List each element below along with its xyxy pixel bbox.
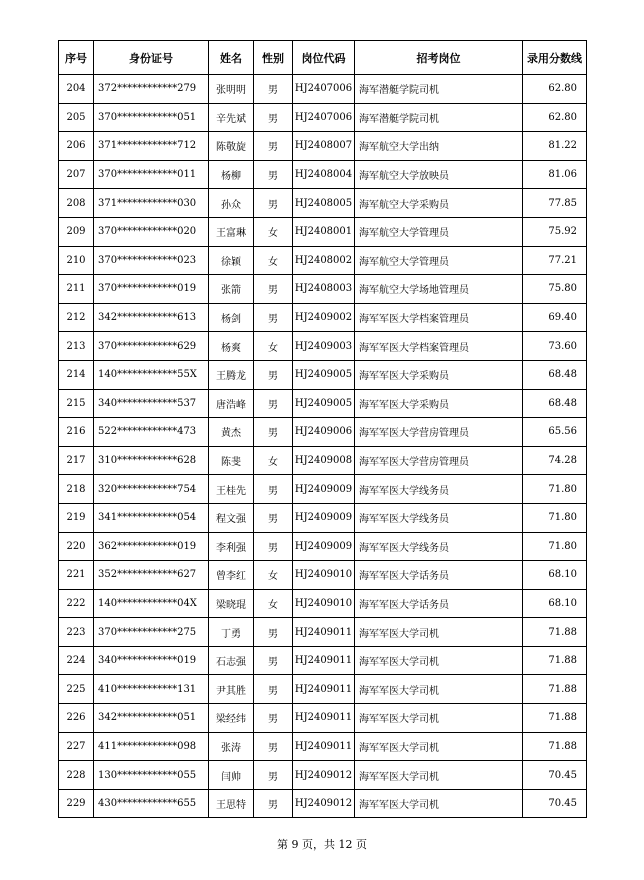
gender-cell: 男: [254, 789, 293, 818]
table-body: [59, 75, 587, 818]
post-code-cell: HJ2409010: [293, 589, 355, 618]
gender-cell: 男: [254, 189, 293, 218]
name-cell: 梁晓琨: [209, 589, 254, 618]
serial-cell: 204: [59, 75, 94, 104]
id-number-cell: 371************712: [94, 132, 209, 161]
table-header-row: [59, 41, 587, 75]
score-cell: 68.10: [523, 589, 587, 618]
post-code-cell: HJ2409005: [293, 389, 355, 418]
name-cell: 杨爽: [209, 332, 254, 361]
post-code-cell: HJ2408004: [293, 160, 355, 189]
post-cell: 海军军医大学司机: [355, 646, 523, 675]
score-cell: 70.45: [523, 789, 587, 818]
serial-cell: 218: [59, 475, 94, 504]
name-cell: 杨柳: [209, 160, 254, 189]
id-number-cell: 130************055: [94, 761, 209, 790]
name-cell: 张箭: [209, 275, 254, 304]
id-number-cell: 342************051: [94, 704, 209, 733]
gender-cell: 女: [254, 589, 293, 618]
post-code-cell: HJ2409008: [293, 446, 355, 475]
post-code-cell: HJ2409005: [293, 360, 355, 389]
serial-cell: 206: [59, 132, 94, 161]
post-code-cell: HJ2408005: [293, 189, 355, 218]
score-cell: 65.56: [523, 418, 587, 447]
id-number-cell: 410************131: [94, 675, 209, 704]
score-cell: 71.88: [523, 675, 587, 704]
table-row: [59, 103, 587, 132]
score-cell: 77.85: [523, 189, 587, 218]
serial-cell: 213: [59, 332, 94, 361]
score-cell: 73.60: [523, 332, 587, 361]
id-number-cell: 320************754: [94, 475, 209, 504]
post-cell: 海军军医大学司机: [355, 704, 523, 733]
name-cell: 陈敬旋: [209, 132, 254, 161]
table-row: [59, 761, 587, 790]
post-cell: 海军军医大学档案管理员: [355, 332, 523, 361]
serial-cell: 210: [59, 246, 94, 275]
score-cell: 71.80: [523, 475, 587, 504]
name-cell: 杨剑: [209, 303, 254, 332]
score-cell: 62.80: [523, 75, 587, 104]
post-cell: 海军军医大学话务员: [355, 589, 523, 618]
post-code-cell: HJ2407006: [293, 75, 355, 104]
post-cell: 海军航空大学采购员: [355, 189, 523, 218]
serial-cell: 212: [59, 303, 94, 332]
post-code-cell: HJ2409009: [293, 475, 355, 504]
serial-cell: 205: [59, 103, 94, 132]
score-cell: 71.88: [523, 618, 587, 647]
post-cell: 海军航空大学出纳: [355, 132, 523, 161]
gender-cell: 男: [254, 103, 293, 132]
name-cell: 王桂先: [209, 475, 254, 504]
gender-cell: 女: [254, 217, 293, 246]
table-row: [59, 75, 587, 104]
serial-cell: 217: [59, 446, 94, 475]
name-cell: 梁经纬: [209, 704, 254, 733]
name-cell: 辛先斌: [209, 103, 254, 132]
post-code-cell: HJ2407006: [293, 103, 355, 132]
score-cell: 71.88: [523, 646, 587, 675]
serial-cell: 219: [59, 503, 94, 532]
gender-cell: 男: [254, 303, 293, 332]
gender-cell: 女: [254, 332, 293, 361]
score-cell: 71.80: [523, 503, 587, 532]
table-row: [59, 332, 587, 361]
table-row: [59, 561, 587, 590]
table-row: [59, 418, 587, 447]
name-cell: 王腾龙: [209, 360, 254, 389]
serial-cell: 227: [59, 732, 94, 761]
serial-cell: 209: [59, 217, 94, 246]
score-cell: 71.88: [523, 732, 587, 761]
name-cell: 徐颖: [209, 246, 254, 275]
gender-cell: 男: [254, 389, 293, 418]
post-cell: 海军军医大学线务员: [355, 475, 523, 504]
post-code-cell: HJ2409012: [293, 761, 355, 790]
name-cell: 孙众: [209, 189, 254, 218]
post-cell: 海军军医大学司机: [355, 789, 523, 818]
id-number-cell: 362************019: [94, 532, 209, 561]
score-cell: 75.80: [523, 275, 587, 304]
score-cell: 68.10: [523, 561, 587, 590]
id-number-cell: 370************629: [94, 332, 209, 361]
gender-cell: 男: [254, 75, 293, 104]
name-cell: 丁勇: [209, 618, 254, 647]
id-number-cell: 310************628: [94, 446, 209, 475]
name-cell: 陈斐: [209, 446, 254, 475]
score-cell: 62.80: [523, 103, 587, 132]
serial-cell: 215: [59, 389, 94, 418]
id-number-cell: 340************537: [94, 389, 209, 418]
post-cell: 海军航空大学管理员: [355, 246, 523, 275]
score-cell: 70.45: [523, 761, 587, 790]
serial-cell: 228: [59, 761, 94, 790]
table-row: [59, 360, 587, 389]
name-cell: 王思特: [209, 789, 254, 818]
table-row: [59, 675, 587, 704]
post-cell: 海军军医大学营房管理员: [355, 418, 523, 447]
name-cell: 曾李红: [209, 561, 254, 590]
id-number-cell: 370************023: [94, 246, 209, 275]
score-cell: 77.21: [523, 246, 587, 275]
name-cell: 张明明: [209, 75, 254, 104]
table-row: [59, 132, 587, 161]
post-cell: 海军航空大学场地管理员: [355, 275, 523, 304]
id-number-cell: 340************019: [94, 646, 209, 675]
gender-cell: 男: [254, 646, 293, 675]
post-code-cell: HJ2409010: [293, 561, 355, 590]
table-row: [59, 446, 587, 475]
table-row: [59, 646, 587, 675]
name-cell: 王富琳: [209, 217, 254, 246]
post-code-cell: HJ2408001: [293, 217, 355, 246]
serial-cell: 225: [59, 675, 94, 704]
gender-cell: 男: [254, 732, 293, 761]
post-code-cell: HJ2409011: [293, 732, 355, 761]
post-cell: 海军潜艇学院司机: [355, 75, 523, 104]
name-cell: 张涛: [209, 732, 254, 761]
post-cell: 海军军医大学司机: [355, 732, 523, 761]
post-code-cell: HJ2409011: [293, 675, 355, 704]
name-cell: 闫帅: [209, 761, 254, 790]
score-cell: 69.40: [523, 303, 587, 332]
table-row: [59, 789, 587, 818]
page-number: 第 9 页，共 12 页: [277, 838, 367, 851]
serial-cell: 222: [59, 589, 94, 618]
header-post: 招考岗位: [355, 41, 523, 75]
id-number-cell: 522************473: [94, 418, 209, 447]
post-code-cell: HJ2409009: [293, 532, 355, 561]
results-sheet: [58, 40, 586, 818]
table-row: [59, 732, 587, 761]
post-code-cell: HJ2409011: [293, 704, 355, 733]
post-code-cell: HJ2408002: [293, 246, 355, 275]
score-cell: 71.88: [523, 704, 587, 733]
id-number-cell: 370************051: [94, 103, 209, 132]
name-cell: 黄杰: [209, 418, 254, 447]
serial-cell: 220: [59, 532, 94, 561]
post-cell: 海军潜艇学院司机: [355, 103, 523, 132]
post-code-cell: HJ2409011: [293, 618, 355, 647]
table-row: [59, 217, 587, 246]
post-code-cell: HJ2408007: [293, 132, 355, 161]
post-code-cell: HJ2409003: [293, 332, 355, 361]
serial-cell: 214: [59, 360, 94, 389]
table-row: [59, 275, 587, 304]
gender-cell: 女: [254, 446, 293, 475]
table-row: [59, 704, 587, 733]
id-number-cell: 341************054: [94, 503, 209, 532]
table-row: [59, 189, 587, 218]
gender-cell: 女: [254, 246, 293, 275]
table-row: [59, 589, 587, 618]
serial-cell: 226: [59, 704, 94, 733]
post-cell: 海军军医大学司机: [355, 675, 523, 704]
serial-cell: 223: [59, 618, 94, 647]
gender-cell: 男: [254, 532, 293, 561]
table-row: [59, 246, 587, 275]
serial-cell: 224: [59, 646, 94, 675]
gender-cell: 男: [254, 360, 293, 389]
gender-cell: 男: [254, 503, 293, 532]
name-cell: 石志强: [209, 646, 254, 675]
score-cell: 68.48: [523, 360, 587, 389]
post-cell: 海军航空大学管理员: [355, 217, 523, 246]
serial-cell: 216: [59, 418, 94, 447]
gender-cell: 女: [254, 561, 293, 590]
id-number-cell: 140************04X: [94, 589, 209, 618]
header-gender: 性别: [254, 41, 293, 75]
gender-cell: 男: [254, 160, 293, 189]
gender-cell: 男: [254, 418, 293, 447]
table-row: [59, 303, 587, 332]
score-cell: 81.06: [523, 160, 587, 189]
score-cell: 74.28: [523, 446, 587, 475]
table-row: [59, 475, 587, 504]
score-cell: 71.80: [523, 532, 587, 561]
header-serial: 序号: [59, 41, 94, 75]
post-code-cell: HJ2409011: [293, 646, 355, 675]
serial-cell: 221: [59, 561, 94, 590]
post-cell: 海军军医大学档案管理员: [355, 303, 523, 332]
post-cell: 海军军医大学采购员: [355, 360, 523, 389]
serial-cell: 211: [59, 275, 94, 304]
table-row: [59, 618, 587, 647]
gender-cell: 男: [254, 704, 293, 733]
table-row: [59, 389, 587, 418]
post-cell: 海军军医大学司机: [355, 761, 523, 790]
gender-cell: 男: [254, 275, 293, 304]
id-number-cell: 352************627: [94, 561, 209, 590]
score-cell: 81.22: [523, 132, 587, 161]
score-cell: 75.92: [523, 217, 587, 246]
name-cell: 尹其胜: [209, 675, 254, 704]
score-cell: 68.48: [523, 389, 587, 418]
header-score: 录用分数线: [523, 41, 587, 75]
header-post-code: 岗位代码: [293, 41, 355, 75]
post-cell: 海军军医大学线务员: [355, 532, 523, 561]
post-code-cell: HJ2409012: [293, 789, 355, 818]
post-code-cell: HJ2409002: [293, 303, 355, 332]
id-number-cell: 370************011: [94, 160, 209, 189]
serial-cell: 208: [59, 189, 94, 218]
id-number-cell: 342************613: [94, 303, 209, 332]
gender-cell: 男: [254, 675, 293, 704]
id-number-cell: 430************655: [94, 789, 209, 818]
table-row: [59, 160, 587, 189]
gender-cell: 男: [254, 761, 293, 790]
serial-cell: 207: [59, 160, 94, 189]
post-cell: 海军军医大学话务员: [355, 561, 523, 590]
id-number-cell: 411************098: [94, 732, 209, 761]
gender-cell: 男: [254, 132, 293, 161]
gender-cell: 男: [254, 475, 293, 504]
id-number-cell: 372************279: [94, 75, 209, 104]
post-cell: 海军军医大学采购员: [355, 389, 523, 418]
post-cell: 海军军医大学营房管理员: [355, 446, 523, 475]
serial-cell: 229: [59, 789, 94, 818]
table-row: [59, 532, 587, 561]
post-cell: 海军航空大学放映员: [355, 160, 523, 189]
id-number-cell: 370************019: [94, 275, 209, 304]
id-number-cell: 370************275: [94, 618, 209, 647]
name-cell: 唐浩峰: [209, 389, 254, 418]
id-number-cell: 140************55X: [94, 360, 209, 389]
table-row: [59, 503, 587, 532]
name-cell: 李利强: [209, 532, 254, 561]
post-code-cell: HJ2409006: [293, 418, 355, 447]
header-name: 姓名: [209, 41, 254, 75]
header-id-number: 身份证号: [94, 41, 209, 75]
post-cell: 海军军医大学司机: [355, 618, 523, 647]
name-cell: 程文强: [209, 503, 254, 532]
post-cell: 海军军医大学线务员: [355, 503, 523, 532]
admission-table: [58, 40, 587, 818]
post-code-cell: HJ2409009: [293, 503, 355, 532]
id-number-cell: 370************020: [94, 217, 209, 246]
gender-cell: 男: [254, 618, 293, 647]
post-code-cell: HJ2408003: [293, 275, 355, 304]
id-number-cell: 371************030: [94, 189, 209, 218]
